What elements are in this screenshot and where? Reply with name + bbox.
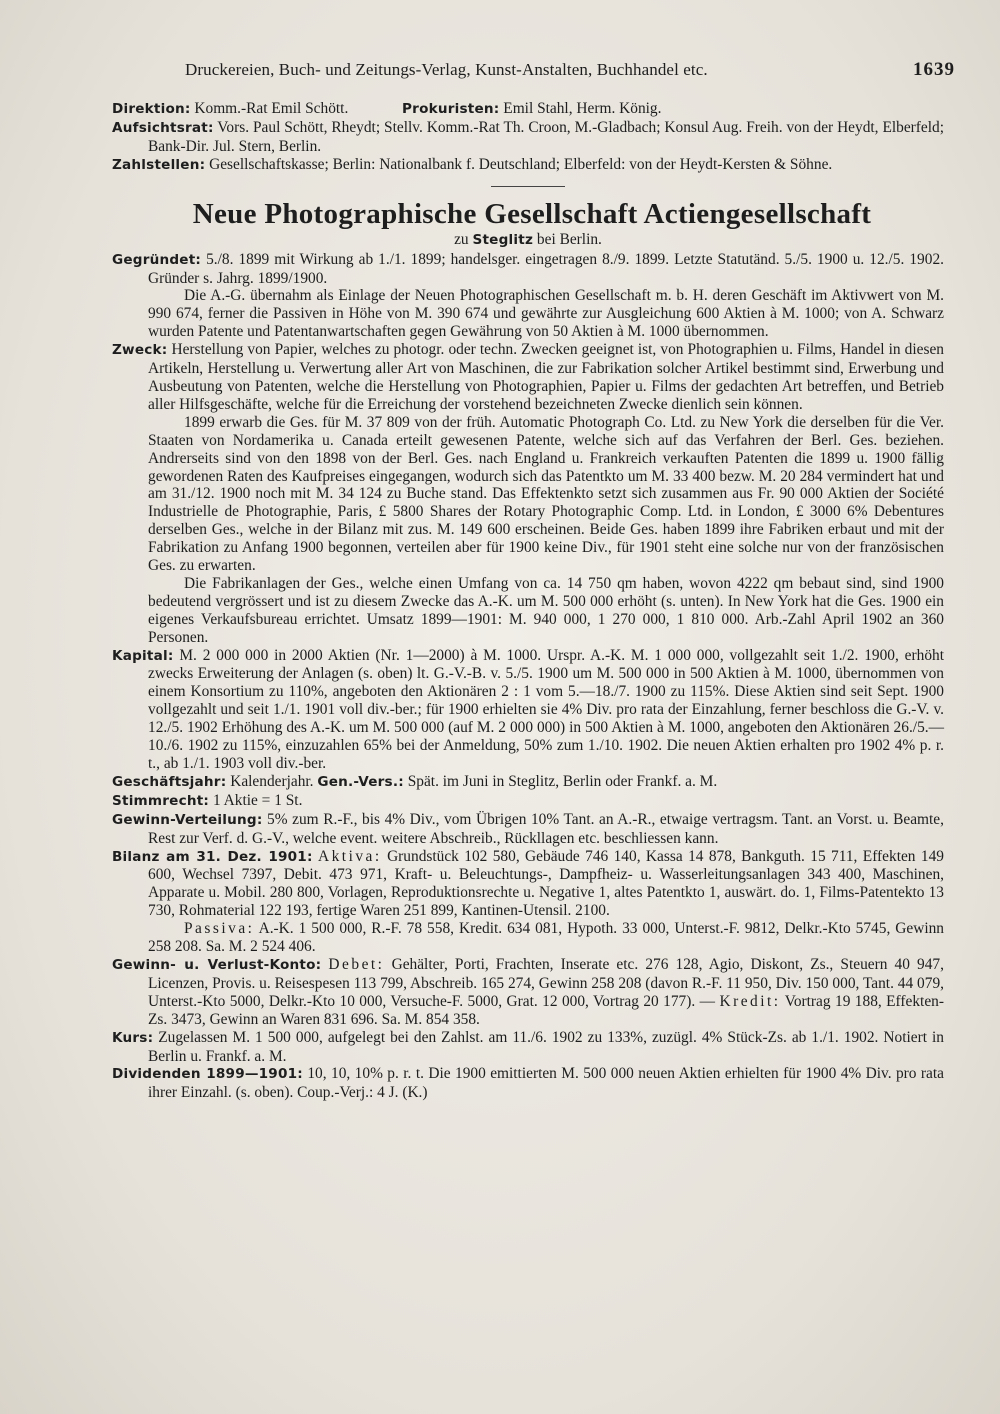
gegruendet-entry: [112, 251, 944, 288]
location-suffix: bei Berlin.: [536, 230, 602, 248]
stimmrecht-label: Stimmrecht:: [112, 792, 210, 809]
stimmrecht-text: 1 Aktie = 1 St.: [212, 791, 303, 809]
page-header: [185, 60, 955, 86]
guv-kredit-text: Vortrag 19 188, Effekten-Zs. 3473, Gewinn an Waren 831 696. Sa. M. 854 358.: [148, 992, 944, 1028]
bilanz-aktiva-label: Aktiva:: [318, 847, 382, 865]
zweck-label: Zweck:: [112, 342, 168, 359]
gewinnverteilung-text: 5% zum R.-F., bis 4% Div., vom Übrigen 10% Tant. an A.-R., etwaige vertragsm. Tant. an Vorst. u. Beamte, Rest zur Verf. d. G.-V., welche event. weitere Abschreib., Rückllagen etc. beschliessen kann.: [148, 810, 944, 847]
kapital-text: M. 2 000 000 in 2000 Aktien (Nr. 1—2000) à M. 1000. Urspr. A.-K. M. 1 000 000, vollgezahlt seit 1./2. 1900, erhöht zwecks Erweiterung der Anlagen (s. oben) lt. G.-V.-B. v. 5./5. 1900 um M. 500 000 in 500 Aktien à M. 1000, übernommen von einem Konsortium zu 110%, angeboten den Aktionären 2 : 1 vom 5.—18./7. 1900 zu 115%. Diese Aktien sind seit Sept. 1900 vollgezahlt und seit 1./1. 1901 voll div.-ber.; für 1900 erhielten sie 4% Div. pro rata der Einzahlung, ferner beschloss die G.-V. v. 12./5. 1902 Erhöhung des A.-K. um M. 500 000 (auf M. 2 000 000) in 500 Aktien à M. 1000, angeboten den Aktionären 26./5.—10./6. 1902 zu 115%, einzuzahlen 65% bei der Anmeldung, 50% zum 1./10. 1902. Die neuen Aktien erhalten pro 1902 4% p. r. t., ab 1./1. 1903 voll div.-ber.: [148, 646, 944, 772]
gewinnverteilung-entry: [112, 811, 944, 848]
kurs-entry: [112, 1029, 944, 1066]
kapital-entry: [112, 647, 944, 773]
stimmrecht-entry: [112, 792, 944, 811]
guv-debet-label: Debet:: [328, 955, 385, 973]
kapital-label: Kapital:: [112, 647, 174, 664]
prokuristen-label: Prokuristen:: [402, 101, 500, 117]
page-text: [112, 100, 944, 1102]
kurs-text: Zugelassen M. 1 500 000, aufgelegt bei den Zahlst. am 11./6. 1902 zu 133%, zuzügl. 4% Stück-Zs. ab 1./1. 1902. Notiert in Berlin u. Frankf. a. M.: [148, 1028, 944, 1065]
prokuristen-text: Emil Stahl, Herm. König.: [503, 100, 662, 117]
zahlstellen-entry: [112, 156, 944, 175]
genvers-label: Gen.-Vers.:: [317, 773, 404, 790]
bilanz-passiva-text: A.-K. 1 500 000, R.-F. 78 558, Kredit. 634 081, Hypoth. 33 000, Unterst.-F. 9812, Delkr.-Kto 5745, Gewinn 258 208. Sa. M. 2 524 406.: [148, 920, 944, 956]
zweck-entry: [112, 341, 944, 414]
page-number: 1639: [913, 59, 955, 80]
geschaeftsjahr-entry: [112, 773, 944, 792]
bilanz-aktiva-text: Grundstück 102 580, Gebäude 746 140, Kassa 14 878, Bankguth. 15 711, Effekten 149 600, Wechsel 7397, Debit. 473 971, Kraft- u. Beleuchtungs-, Dampfheiz- u. Wasserleitungsanlagen 343 400, Maschinen, Apparate u. Mobil. 280 800, Vorlagen, Reproduktionsrechte u. Negative 1, altes Patentkto 1, auswärt. do. 1, Films-Patentekto 13 730, Rohmaterial 122 193, fertige Waren 251 899, Kantinen-Utensil. 2100.: [148, 847, 944, 920]
direktion-text: Komm.-Rat Emil Schött.: [194, 100, 349, 117]
gegruendet-text: 5./8. 1899 mit Wirkung ab 1./1. 1899; handelsger. eingetragen 8./9. 1899. Letzte Statutänd. 5./5. 1900 u. 12./5. 1902. Gründer s. Jahrg. 1899/1900.: [148, 250, 944, 287]
aufsichtsrat-entry: [112, 119, 944, 156]
gegruendet-label: Gegründet:: [112, 251, 202, 268]
company-location: [112, 231, 944, 249]
location-place: Steglitz: [472, 231, 534, 248]
zahlstellen-label: Zahlstellen:: [112, 156, 206, 173]
geschaeftsjahr-text: Kalenderjahr.: [230, 772, 314, 790]
bilanz-passiva: [112, 920, 944, 956]
guv-debet-text: Gehälter, Porti, Frachten, Inserate etc. 276 128, Agio, Diskont, Zs., Steuern 40 947, Licenzen, Provis. u. Reisespesen 113 799, Abschreib. 165 274, Gewinn 258 208 (davon R.-F. 11 950, Div. 150 000, Tant. 44 079, Unterst.-Kto 5000, Delkr.-Kto 10 000, Versuche-F. 5000, Grat. 12 000, Vortrag 20 177). —: [148, 955, 944, 1010]
dividenden-entry: [112, 1065, 944, 1102]
bilanz-label: Bilanz am 31. Dez. 1901:: [112, 848, 313, 865]
aufsichtsrat-text: Vors. Paul Schött, Rheydt; Stellv. Komm.-Rat Th. Croon, M.-Gladbach; Konsul Aug. Freih. von der Heydt, Elberfeld; Bank-Dir. Jul. Stern, Berlin.: [148, 118, 944, 155]
guv-kredit-label: Kredit:: [719, 992, 781, 1010]
section-divider: [491, 186, 565, 187]
dividenden-text: 10, 10, 10% p. r. t. Die 1900 emittierten M. 500 000 neuen Aktien erhielten für 1900 4% Div. pro rata ihrer Einzahl. (s. oben). Coup.-Verj.: 4 J. (K.): [148, 1065, 944, 1102]
running-title: Druckereien, Buch- und Zeitungs-Verlag, Kunst-Anstalten, Buchhandel etc.: [185, 60, 708, 79]
zweck-paragraph-2: 1899 erwarb die Ges. für M. 37 809 von der früh. Automatic Photograph Co. Ltd. zu New York die derselben für die Ver. Staaten von Nordamerika u. Canada erteilt gewesenen Patente, welche sich auf das Verfahren der Berl. Ges. beziehen. Andrerseits sind von den 1898 von der Berl. Ges. nach England u. Frankreich verkauften Patenten die 1899 u. 1900 fällig gewordenen Raten des Kaufpreises eingegangen, wodurch sich das Patentkto um M. 33 400 bezw. M. 20 284 vermindert hat und am 31./12. 1900 noch mit M. 34 124 zu Buche stand. Das Effektenkto setzt sich zusammen aus Fr. 90 000 Aktien der Société Industrielle de Photographie, Paris, £ 5800 Shares der Rotary Photographic Comp. Ltd. in London, £ 3000 6% Debentures derselben Ges., welche in der Bilanz mit zus. M. 149 600 erscheinen. Beide Ges. haben 1899 ihre Fabriken erbaut und mit der Fabrikation zu Anfang 1900 begonnen, verteilen aber für 1900 keine Div., für 1901 steht eine solche nur von der französischen Ges. zu erwarten.: [148, 413, 944, 575]
bilanz-entry: [112, 848, 944, 921]
aufsichtsrat-label: Aufsichtsrat:: [112, 119, 214, 136]
geschaeftsjahr-label: Geschäftsjahr:: [112, 773, 227, 790]
zweck-text: Herstellung von Papier, welches zu photogr. oder techn. Zwecken geeignet ist, von Photographien u. Films, Handel in diesen Artikeln, Herstellung u. Verwertung aller Art von Maschinen, die zur Fabrikation solcher Artikel bestimmt sind, Erwerbung und Ausbeutung von Patenten, welche die Herstellung von Photographien, Papier u. Films der gedachten Art betreffen, und Betrieb aller Hilfsgeschäfte, welche für die Erreichung der vorstehend bezeichneten Zwecke dienlich sein können.: [148, 341, 944, 413]
bilanz-passiva-label: Passiva:: [184, 920, 255, 938]
direktion-line: [112, 100, 944, 119]
kurs-label: Kurs:: [112, 1029, 154, 1046]
location-prefix: zu: [454, 230, 469, 248]
company-title: Neue Photographische Gesellschaft Actiengesellschaft: [192, 197, 872, 230]
guv-entry: [112, 956, 944, 1029]
dividenden-label: Dividenden 1899—1901:: [112, 1066, 303, 1083]
genvers-text: Spät. im Juni in Steglitz, Berlin oder Frankf. a. M.: [407, 772, 718, 790]
direktion-label: Direktion:: [112, 101, 191, 117]
guv-label: Gewinn- u. Verlust-Konto:: [112, 956, 322, 973]
zweck-paragraph-3: Die Fabrikanlagen der Ges., welche einen Umfang von ca. 14 750 qm haben, wovon 4222 qm bebaut sind, sind 1900 bedeutend vergrössert und ist zu diesem Zwecke das A.-K. um M. 500 000 erhöht (s. unten). In New York hat die Ges. 1900 ein eigenes Verkaufsbureau errichtet. Umsatz 1899—1901: M. 940 000, 1 270 000, 1 810 000. Arb.-Zahl April 1902 an 360 Personen.: [148, 574, 944, 646]
zahlstellen-text: Gesellschaftskasse; Berlin: Nationalbank f. Deutschland; Elberfeld: von der Heydt-Kersten & Söhne.: [209, 155, 833, 173]
gegruendet-paragraph-2: Die A.-G. übernahm als Einlage der Neuen Photographischen Gesellschaft m. b. H. deren Geschäft im Aktivwert von M. 990 674, ferner die Passiven in Höhe von M. 390 674 und gewährte zur Ausgleichung 600 Aktien à M. 1000; von A. Schwarz wurden Patente und Patentanwartschaften gegen Gewährung von 50 Aktien à M. 1000 übernommen.: [148, 287, 944, 341]
gewinnverteilung-label: Gewinn-Verteilung:: [112, 811, 263, 828]
